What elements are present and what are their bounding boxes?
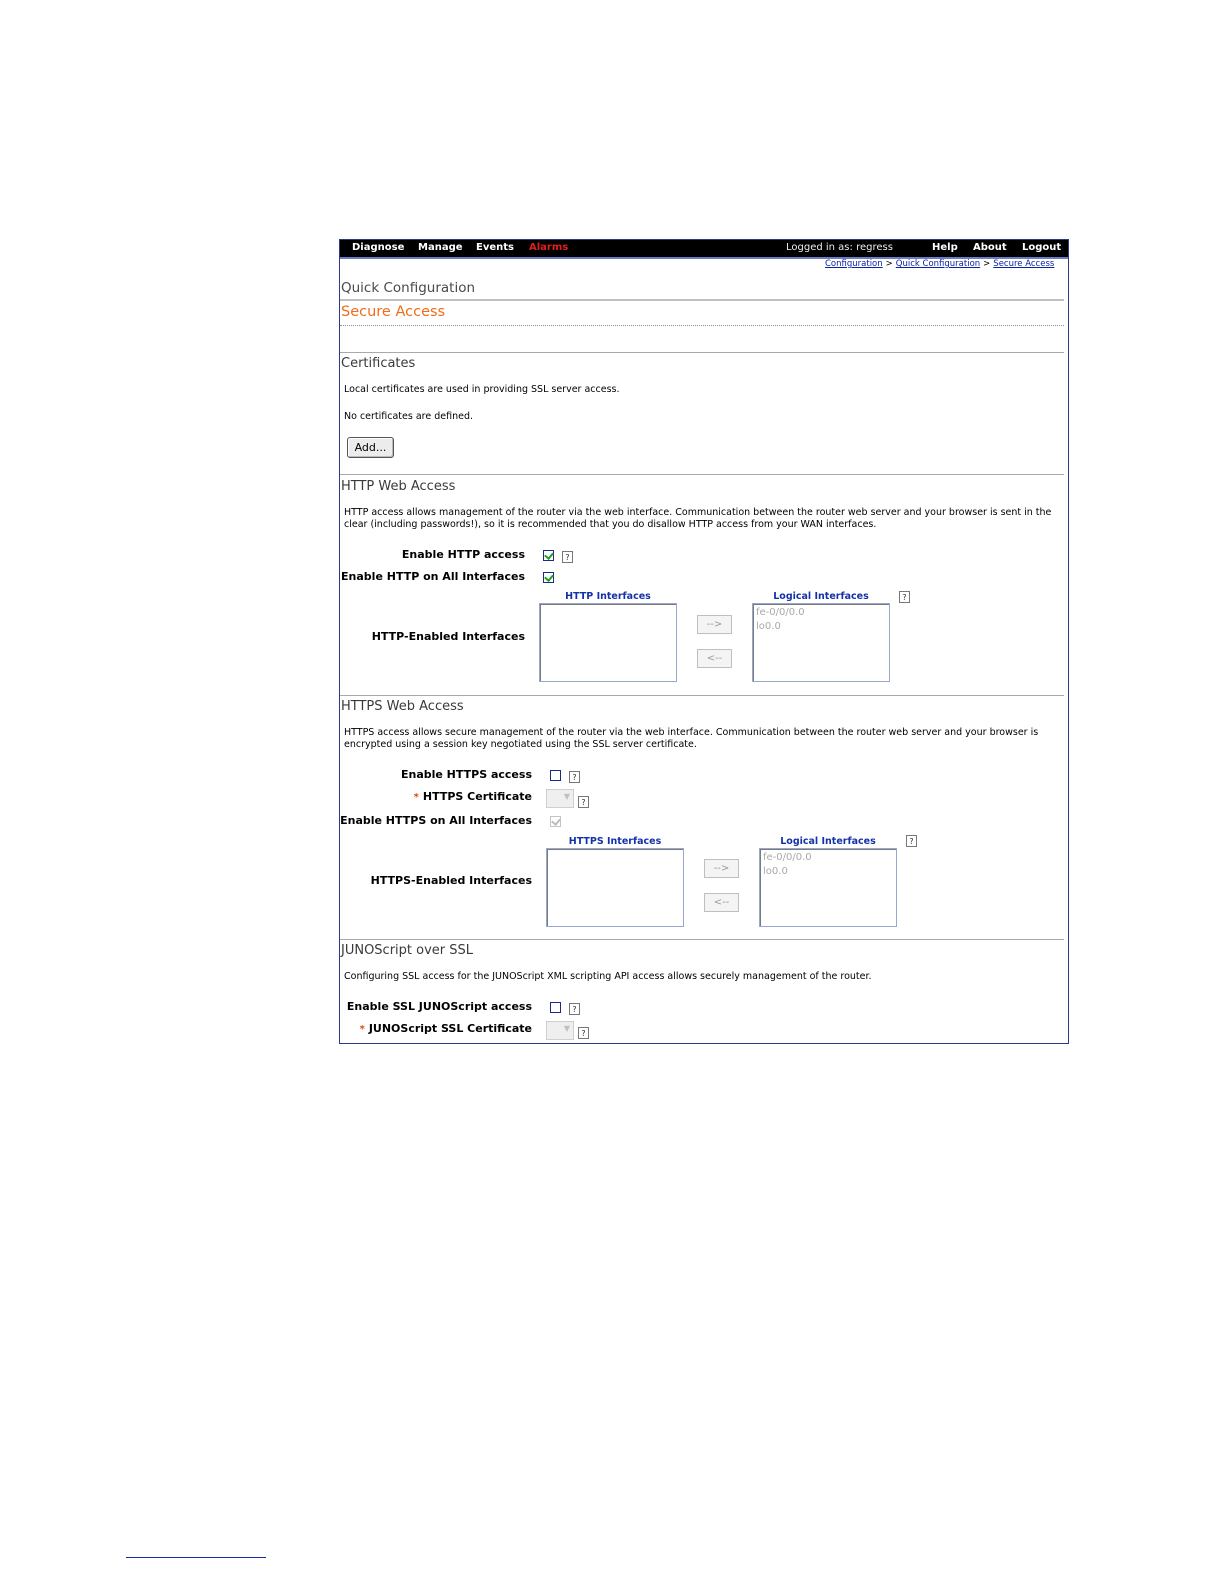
interface-option[interactable]: lo0.0 (763, 866, 788, 877)
http-logical-interfaces-header: Logical Interfaces (773, 591, 869, 602)
http-remove-arrow-button[interactable]: <-- (697, 649, 732, 668)
divider (340, 474, 1064, 475)
required-marker: * (413, 792, 419, 803)
help-icon[interactable]: ? (562, 551, 573, 563)
breadcrumb-secure-access[interactable]: Secure Access (993, 259, 1055, 269)
certificates-title: Certificates (341, 356, 416, 371)
enable-http-checkbox[interactable] (543, 550, 554, 561)
enable-http-label: Enable HTTP access (401, 548, 525, 561)
https-certificate-select[interactable] (546, 789, 574, 808)
help-icon[interactable]: ? (578, 796, 589, 808)
divider (340, 325, 1064, 326)
https-logical-interfaces-list[interactable] (759, 848, 897, 927)
jweb-window (339, 239, 1069, 1044)
junoscript-certificate-select[interactable] (546, 1021, 574, 1040)
junoscript-title: JUNOScript over SSL (341, 943, 474, 958)
https-description: HTTPS access allows secure management of the router via the web interface. Communication between the router web server and your browser is encrypted using a session key negotiated using the SSL server certificate. (344, 727, 1039, 750)
junoscript-description: Configuring SSL access for the JUNOScript XML scripting API access allows securely management of the router. (344, 971, 872, 982)
enable-https-label: Enable HTTPS access (400, 768, 532, 781)
divider (340, 299, 1064, 301)
interface-option[interactable]: fe-0/0/0.0 (756, 607, 805, 618)
junoscript-certificate-label-text: JUNOScript SSL Certificate (368, 1022, 532, 1035)
https-enabled-interfaces-label: HTTPS-Enabled Interfaces (370, 874, 532, 887)
breadcrumb-quick-configuration[interactable]: Quick Configuration (895, 259, 981, 269)
nav-help[interactable]: Help (932, 242, 958, 253)
enable-http-all-label: Enable HTTP on All Interfaces (341, 570, 525, 583)
top-nav-bar (340, 240, 1068, 257)
logged-in-status: Logged in as: regress (786, 242, 893, 253)
help-icon[interactable]: ? (899, 591, 910, 603)
http-description: HTTP access allows management of the router via the web interface. Communication between the router web server and your browser is sent in the clear (including passwords!), so it is recommended that you do disallow HTTP access from your WAN interfaces. (344, 507, 1052, 530)
help-icon[interactable]: ? (569, 1003, 580, 1015)
help-icon[interactable]: ? (578, 1027, 589, 1039)
required-marker: * (359, 1024, 365, 1035)
nav-alarms[interactable]: Alarms (529, 242, 569, 253)
breadcrumb-separator: > (983, 259, 991, 269)
http-interfaces-list[interactable] (539, 603, 677, 682)
https-interfaces-list[interactable] (546, 848, 684, 927)
enable-junoscript-label: Enable SSL JUNOScript access (346, 1000, 532, 1013)
breadcrumb-configuration[interactable]: Configuration (825, 259, 883, 269)
enable-junoscript-checkbox[interactable] (550, 1002, 561, 1013)
add-certificate-button[interactable]: Add... (347, 437, 394, 458)
https-add-arrow-button[interactable]: --> (704, 859, 739, 878)
https-certificate-label (414, 790, 532, 803)
breadcrumb (825, 259, 1054, 269)
nav-diagnose[interactable]: Diagnose (352, 242, 405, 253)
https-interfaces-header: HTTPS Interfaces (568, 836, 662, 847)
nav-about[interactable]: About (973, 242, 1007, 253)
nav-events[interactable]: Events (476, 242, 514, 253)
http-title: HTTP Web Access (341, 479, 456, 494)
page-subheading: Secure Access (341, 304, 446, 320)
enable-https-checkbox[interactable] (550, 770, 561, 781)
enable-http-all-checkbox[interactable] (543, 572, 554, 583)
enable-https-all-checkbox[interactable] (550, 816, 561, 827)
http-add-arrow-button[interactable]: --> (697, 615, 732, 634)
nav-logout[interactable]: Logout (1022, 242, 1062, 253)
https-remove-arrow-button[interactable]: <-- (704, 893, 739, 912)
certificates-none-text: No certificates are defined. (344, 411, 474, 422)
footer-rule (126, 1557, 266, 1558)
help-icon[interactable]: ? (906, 835, 917, 847)
https-title: HTTPS Web Access (341, 699, 464, 714)
page-heading: Quick Configuration (341, 280, 476, 296)
certificates-description: Local certificates are used in providing SSL server access. (344, 384, 620, 395)
breadcrumb-separator: > (885, 259, 893, 269)
divider (340, 695, 1064, 696)
https-logical-interfaces-header: Logical Interfaces (780, 836, 876, 847)
interface-option[interactable]: lo0.0 (756, 621, 781, 632)
https-certificate-label-text: HTTPS Certificate (422, 790, 532, 803)
enable-https-all-label: Enable HTTPS on All Interfaces (340, 814, 532, 827)
http-enabled-interfaces-label: HTTP-Enabled Interfaces (371, 630, 525, 643)
nav-manage[interactable]: Manage (418, 242, 463, 253)
http-logical-interfaces-list[interactable] (752, 603, 890, 682)
divider (340, 352, 1064, 353)
interface-option[interactable]: fe-0/0/0.0 (763, 852, 812, 863)
divider (340, 939, 1064, 940)
http-interfaces-header: HTTP Interfaces (565, 591, 651, 602)
junoscript-certificate-label (360, 1022, 532, 1035)
help-icon[interactable]: ? (569, 771, 580, 783)
